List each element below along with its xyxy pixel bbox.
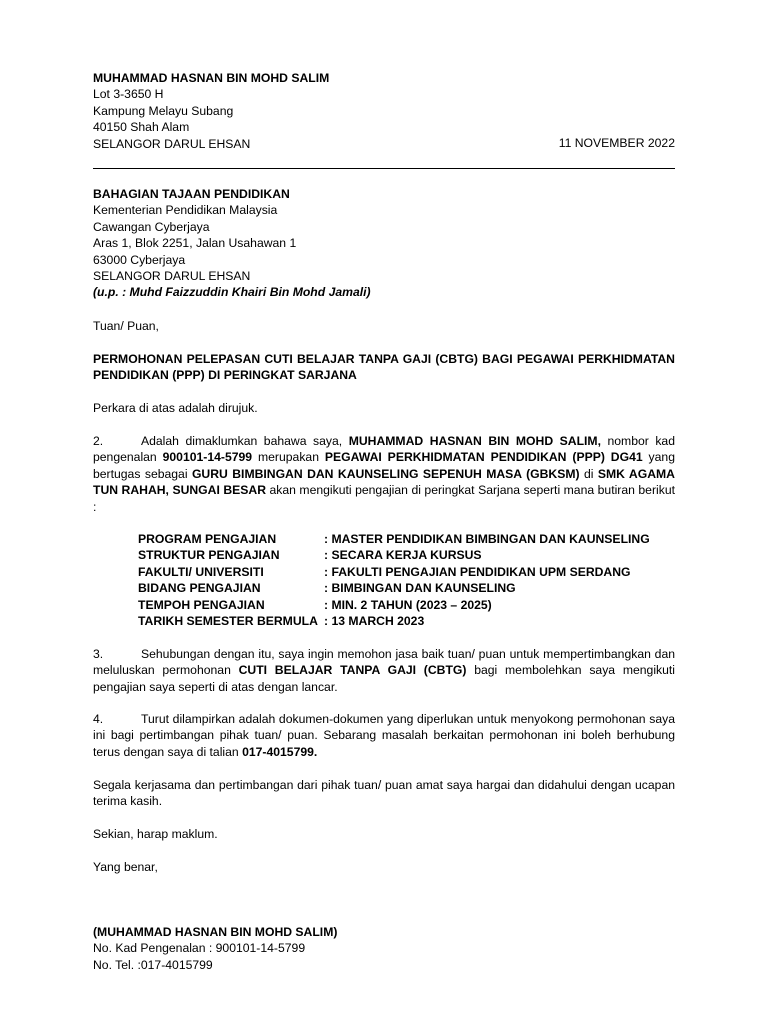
paragraph-number: 4. bbox=[93, 712, 104, 726]
letter-date: 11 NOVEMBER 2022 bbox=[558, 136, 675, 150]
program-row: TEMPOH PENGAJIAN : MIN. 2 TAHUN (2023 – 2025) bbox=[138, 597, 492, 612]
program-row: TARIKH SEMESTER BERMULA : 13 MARCH 2023 bbox=[138, 614, 425, 629]
paragraph-3: 3. Sehubungan dengan itu, saya ingin memohon jasa baik tuan/ puan untuk mempertimbangkan dan meluluskan permohonan CUTI BELAJAR TANPA GAJI (CBTG) bagi membolehkan saya mengikuti pengajian saya seperti di atas dengan lancar. bbox=[93, 647, 675, 694]
sender-address-line: Kampung Melayu Subang bbox=[93, 103, 234, 118]
letter-subject bbox=[93, 351, 675, 384]
recipient-address-line: Aras 1, Blok 2251, Jalan Usahawan 1 bbox=[93, 236, 297, 251]
header-divider bbox=[93, 168, 675, 169]
paragraph-2: 2. Adalah dimaklumkan bahawa saya, MUHAMMAD HASNAN BIN MOHD SALIM, nombor kad pengenalan 900101-14-5799 merupakan PEGAWAI PERKHIDMATAN PENDIDIKAN (PPP) DG41 yang bertugas sebagai GURU BIMBINGAN DAN KAUNSELING SEPENUH MASA (GBKSM) di SMK AGAMA TUN RAHAH, SUNGAI BESAR akan mengikuti pengajian di peringkat Sarjana seperti mana butiran berikut : bbox=[93, 434, 675, 514]
salutation: Tuan/ Puan, bbox=[93, 319, 159, 333]
program-row: FAKULTI/ UNIVERSITI : FAKULTI PENGAJIAN PENDIDIKAN UPM SERDANG bbox=[138, 564, 631, 579]
signatory-phone: No. Tel. :017-4015799 bbox=[93, 957, 213, 972]
paragraph-4: 4. Turut dilampirkan adalah dokumen-dokumen yang diperlukan untuk menyokong permohonan saya ini bagi pertimbangan pihak tuan/ puan. Sebarang masalah berkaitan permohonan ini boleh berhubung terus dengan saya di talian 017-4015799. bbox=[93, 712, 675, 759]
program-row: PROGRAM PENGAJIAN : MASTER PENDIDIKAN BIMBINGAN DAN KAUNSELING bbox=[138, 532, 650, 546]
paragraph-5: Segala kerjasama dan pertimbangan dari pihak tuan/ puan amat saya hargai dan didahului dengan ucapan terima kasih. bbox=[93, 778, 675, 809]
paragraph-number: 3. bbox=[93, 647, 104, 661]
paragraph-1: Perkara di atas adalah dirujuk. bbox=[93, 401, 258, 415]
closing-valediction: Yang benar, bbox=[93, 860, 158, 874]
closing-remark: Sekian, harap maklum. bbox=[93, 827, 218, 841]
signatory-ic: No. Kad Pengenalan : 900101-14-5799 bbox=[93, 941, 306, 956]
recipient-address-line: SELANGOR DARUL EHSAN bbox=[93, 269, 251, 284]
sender-address-line: 40150 Shah Alam bbox=[93, 120, 190, 135]
recipient-address-line: 63000 Cyberjaya bbox=[93, 252, 186, 267]
signature-block bbox=[93, 924, 675, 973]
subject-line-2: PENDIDIKAN (PPP) DI PERINGKAT SARJANA bbox=[93, 368, 357, 383]
recipient-address-line: Cawangan Cyberjaya bbox=[93, 219, 210, 234]
sender-address-line: Lot 3-3650 H bbox=[93, 87, 164, 102]
sender-address-line: SELANGOR DARUL EHSAN bbox=[93, 136, 251, 151]
program-details bbox=[138, 531, 675, 629]
recipient-block bbox=[93, 186, 675, 301]
recipient-department: BAHAGIAN TAJAAN PENDIDIKAN bbox=[93, 187, 290, 201]
subject-line-1: PERMOHONAN PELEPASAN CUTI BELAJAR TANPA GAJI (CBTG) BAGI PEGAWAI PERKHIDMATAN bbox=[93, 352, 675, 366]
signatory-name: (MUHAMMAD HASNAN BIN MOHD SALIM) bbox=[93, 925, 338, 939]
sender-name: MUHAMMAD HASNAN BIN MOHD SALIM bbox=[93, 71, 330, 85]
program-row: BIDANG PENGAJIAN : BIMBINGAN DAN KAUNSELING bbox=[138, 581, 516, 596]
program-row: STRUKTUR PENGAJIAN : SECARA KERJA KURSUS bbox=[138, 548, 482, 563]
recipient-address-line: Kementerian Pendidikan Malaysia bbox=[93, 203, 278, 218]
paragraph-number: 2. bbox=[93, 434, 104, 448]
recipient-attention: (u.p. : Muhd Faizzuddin Khairi Bin Mohd Jamali) bbox=[93, 285, 371, 300]
